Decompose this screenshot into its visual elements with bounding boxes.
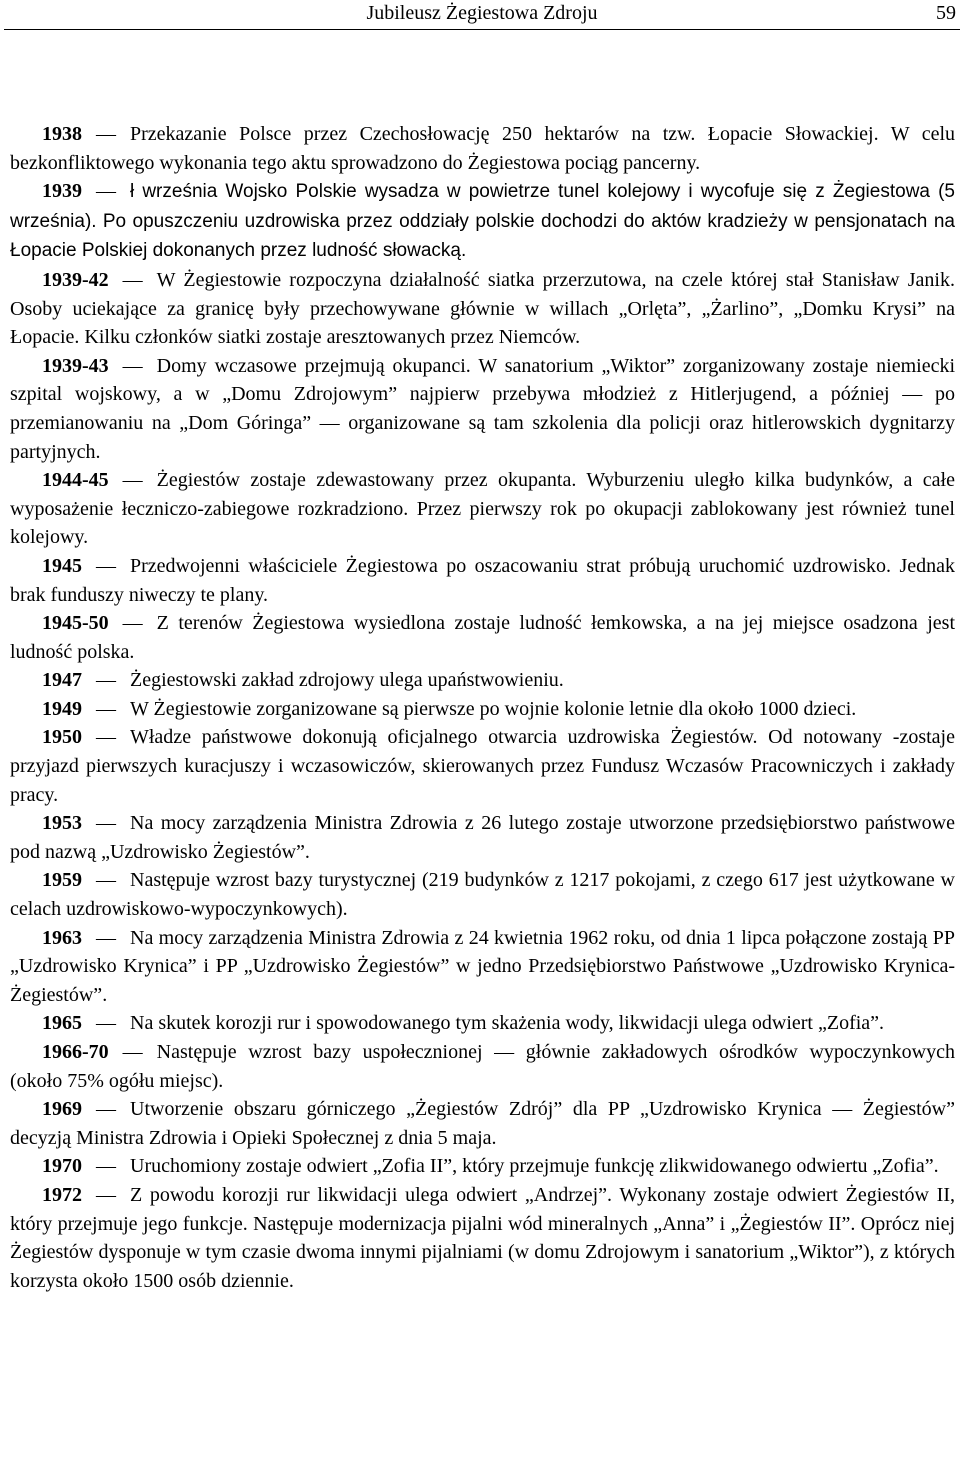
- entry-text: Utworzenie obszaru górniczego „Żegiestów Zdrój” dla PP „Uzdrowisko Krynica — Żegiestów” decyzją Ministra Zdrowia i Opieki Społecznej z dnia 5 maja.: [10, 1098, 955, 1149]
- entry-text: W Żegiestowie rozpoczyna działalność siatka przerzutowa, na czele której stał Stanisław Janik. Osoby uciekające za granicę były przechowywane głównie w willach „Orlęta”, „Żarlino”, „Domku Krysi” na Łopacie. Kilku członków siatki zostaje aresztowanych przez Niemców.: [10, 268, 955, 349]
- entry-text: Z powodu korozji rur likwidacji ulega odwiert „Andrzej”. Wykonany zostaje odwiert Żegiestów II, który przejmuje jego funkcje. Następuje modernizacja pijalni wód mineralnych „Anna” i „Żegiestów II”. Oprócz niej Żegiestów dysponuje w tym czasie dwoma innymi pijalniami (w domu Zdrojowym i sanatorium „Wiktor”), z których korzysta około 1500 osób dziennie.: [10, 1183, 955, 1292]
- entry-year: 1939-42: [42, 268, 109, 291]
- entry-text: W Żegiestowie zorganizowane są pierwsze po wojnie kolonie letnie dla około 1000 dzieci.: [130, 697, 857, 720]
- entry-dash: —: [96, 180, 116, 203]
- entry-dash: —: [122, 354, 143, 377]
- entry-text: Następuje wzrost bazy uspołecznionej — głównie zakładowych ośrodków wypoczynkowych (około 75% ogółu miejsc).: [10, 1041, 955, 1092]
- entry-year: 1939-43: [42, 354, 109, 377]
- chronology-entry: [10, 666, 955, 695]
- entry-text-continued: Po opuszczeniu uzdrowiska przez oddziały polskie dochodzi do aktów kradzieży w pensjonatach na Łopacie Polskiej dokonanych przez ludność słowacką.: [10, 210, 956, 262]
- header-title: Jubileusz Żegiestowa Zdroju: [366, 2, 598, 24]
- entry-dash: —: [96, 926, 116, 949]
- entry-year: 1969: [42, 1098, 82, 1121]
- entry-year: 1944-45: [42, 469, 109, 492]
- entry-text: Z terenów Żegiestowa wysiedlona zostaje ludność łemkowska, a na jej miejsce osadzona jest ludność polska.: [10, 612, 955, 663]
- entry-dash: —: [96, 1012, 116, 1035]
- entry-year: 1945: [42, 554, 82, 577]
- entry-dash: —: [122, 268, 143, 291]
- entry-dash: —: [122, 1041, 143, 1063]
- chronology-entry: [10, 866, 955, 923]
- chronology-entry: [10, 1009, 955, 1038]
- chronology-entry: [10, 466, 955, 552]
- entry-dash: —: [96, 697, 116, 720]
- entry-dash: —: [96, 812, 116, 835]
- entry-dash: —: [96, 123, 116, 145]
- chronology-entry: [10, 1181, 955, 1295]
- entry-text: Przedwojenni właściciele Żegiestowa po oszacowaniu strat próbują uruchomić uzdrowisko. Jednak brak funduszy niweczy te plany.: [10, 554, 955, 606]
- entry-text: Władze państwowe dokonują oficjalnego otwarcia uzdrowiska Żegiestów. Od notowany -zostaje przyjazd pierwszych kuracjuszy i wczasowiczów, skierowanych przez Fundusz Wczasów Pracowniczych i zakłady pracy.: [10, 726, 955, 806]
- entry-year: 1953: [42, 812, 82, 835]
- entry-text: Na mocy zarządzenia Ministra Zdrowia z 26 lutego zostaje utworzone przedsiębiorstwo państwowe pod nazwą „Uzdrowisko Żegiestów”.: [10, 812, 955, 863]
- entry-text: Żegiestów zostaje zdewastowany przez okupanta. Wyburzeniu uległo kilka budynków, a całe wyposażenie łeczniczo-zabiegowe rozkradziono. Przez pierwszy rok po okupacji zablokowany jest również tunel kolejowy.: [10, 469, 955, 549]
- entry-text: Uruchomiony zostaje odwiert „Zofia II”, który przejmuje funkcję zlikwidowanego odwiertu „Zofia”.: [130, 1155, 939, 1178]
- running-header: [4, 0, 960, 30]
- entry-dash: —: [96, 1183, 116, 1206]
- chronology-entry: [10, 924, 955, 1010]
- chronology-entry: [10, 120, 955, 177]
- entry-year: 1963: [42, 926, 82, 949]
- entry-text: Na mocy zarządzenia Ministra Zdrowia z 24 kwietnia 1962 roku, od dnia 1 lipca połączone zostają PP „Uzdrowisko Krynica” i PP „Uzdrowisko Żegiestów” w jedno Przedsiębiorstwo Państwowe „Uzdrowisko Krynica-Żegiestów”.: [10, 926, 955, 1006]
- entry-text: Domy wczasowe przejmują okupanci. W sanatorium „Wiktor” zorganizowany zostaje niemiecki szpital wojskowy, a w „Domu Zdrojowym” najpierw przebywa młodzież z Hitlerjugend, a później — po przemianowaniu na „Dom Góringa” — organizowane są tam szkolenia dla policji oraz hitlerowskich dygnitarzy partyjnych.: [10, 354, 955, 463]
- chronology-entry: [10, 723, 955, 809]
- entry-year: 1965: [42, 1012, 82, 1035]
- chronology-entry: [10, 1152, 955, 1181]
- chronology-text: [10, 120, 955, 1295]
- entry-year: 1947: [42, 669, 82, 692]
- entry-dash: —: [96, 1098, 116, 1121]
- chronology-entry: [10, 695, 955, 724]
- chronology-entry: [10, 1095, 955, 1152]
- chronology-entry: [10, 609, 955, 666]
- entry-dash: —: [96, 669, 116, 692]
- entry-text: Żegiestowski zakład zdrojowy ulega upaństwowieniu.: [130, 669, 564, 692]
- chronology-entry: [10, 177, 955, 266]
- entry-text: Następuje wzrost bazy turystycznej (219 budynków z 1217 pokojami, z czego 617 jest użytkowane w celach uzdrowiskowo-wypoczynkowych).: [10, 869, 955, 921]
- entry-dash: —: [122, 469, 143, 492]
- entry-dash: —: [96, 869, 116, 892]
- entry-year: 1938: [42, 123, 82, 145]
- entry-year: 1939: [42, 180, 82, 203]
- entry-text: ł września Wojsko Polskie wysadza w powietrze tunel kolejowy i wycofuje się z Żegiestowa (5 września).: [10, 181, 955, 232]
- entry-year: 1966-70: [42, 1041, 109, 1063]
- entry-year: 1970: [42, 1155, 82, 1178]
- entry-dash: —: [96, 1155, 116, 1178]
- chronology-entry: [10, 352, 955, 466]
- entry-year: 1972: [42, 1183, 82, 1206]
- chronology-entry: [10, 1038, 955, 1095]
- chronology-entry: [10, 266, 955, 352]
- entry-dash: —: [96, 554, 116, 577]
- entry-dash: —: [122, 612, 143, 635]
- entry-year: 1959: [42, 869, 82, 892]
- page-number: 59: [936, 2, 956, 24]
- entry-year: 1950: [42, 726, 82, 749]
- chronology-entry: [10, 809, 955, 866]
- chronology-entry: [10, 552, 955, 609]
- entry-dash: —: [96, 726, 116, 749]
- entry-text: Przekazanie Polsce przez Czechosłowację 250 hektarów na tzw. Łopacie Słowackiej. W celu bezkonfliktowego wykonania tego aktu sprowadzono do Żegiestowa pociąg pancerny.: [10, 123, 955, 174]
- entry-year: 1949: [42, 697, 82, 720]
- entry-text: Na skutek korozji rur i spowodowanego tym skażenia wody, likwidacji ulega odwiert „Zofia”.: [130, 1012, 885, 1035]
- entry-year: 1945-50: [42, 612, 109, 635]
